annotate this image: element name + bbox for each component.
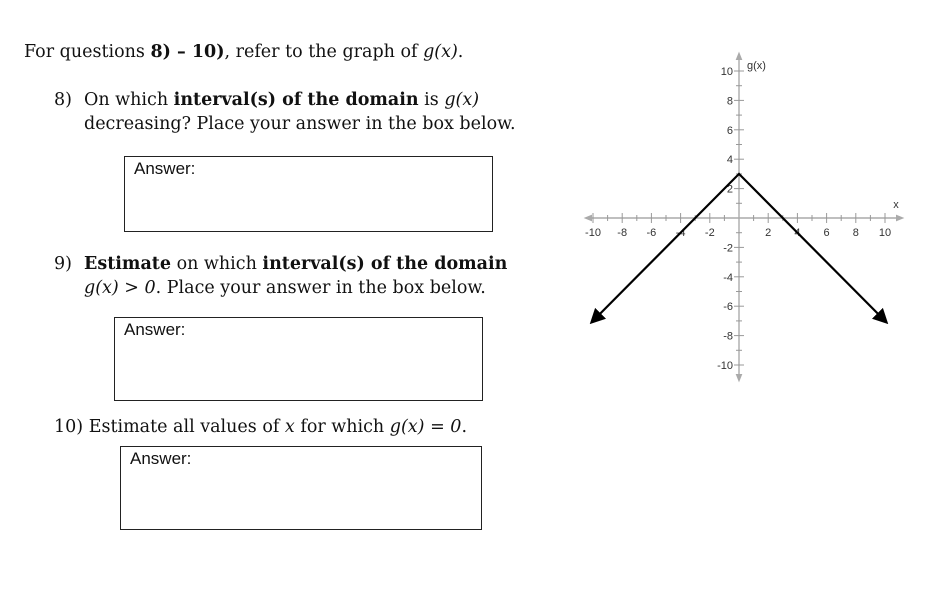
y-tick-label: 2: [726, 183, 733, 196]
y-tick-label: -6: [723, 301, 733, 314]
answer-label: Answer:: [130, 449, 192, 468]
y-tick-label: 6: [726, 124, 733, 137]
x-tick-label: -4: [675, 227, 686, 239]
question-number: 9): [54, 254, 72, 274]
answer-box-8[interactable]: [124, 156, 493, 232]
x-tick-label: 8: [852, 227, 859, 239]
answer-box-9[interactable]: [114, 317, 483, 401]
x-tick-label: -2: [704, 227, 715, 239]
x-tick-label: -10: [585, 227, 601, 239]
question-text-line-1: On which interval(s) of the domain is g(x): [84, 90, 480, 110]
x-tick-label: 4: [794, 227, 801, 239]
x-tick-label: 2: [765, 227, 772, 239]
question-number: 8): [54, 90, 72, 110]
x-tick-label: -6: [646, 227, 657, 239]
x-axis-label: x: [893, 199, 899, 211]
y-tick-label: -8: [723, 330, 733, 343]
x-tick-label: 6: [823, 227, 830, 239]
answer-box-10[interactable]: [120, 446, 482, 530]
question-number: 10): [54, 417, 84, 437]
answer-label: Answer:: [134, 159, 196, 178]
x-tick-label: 10: [878, 227, 892, 239]
graph-of-g: [560, 40, 920, 390]
y-tick-label: 4: [726, 154, 733, 167]
axes: [587, 55, 901, 379]
tick-labels: [585, 60, 899, 372]
y-tick-label: -2: [723, 242, 733, 255]
y-axis-label: g(x): [747, 60, 766, 72]
y-tick-label: -4: [723, 271, 733, 284]
y-tick-label: 10: [720, 66, 733, 78]
y-tick-label: 8: [726, 95, 733, 108]
question-text: Estimate all values of x for which g(x) = 0.: [88, 417, 468, 437]
intro-text: For questions 8) – 10), refer to the graph of g(x).: [24, 42, 464, 62]
question-text-line-1: Estimate on which interval(s) of the domain: [84, 254, 508, 274]
y-tick-label: -10: [717, 360, 733, 372]
answer-label: Answer:: [124, 320, 186, 339]
question-10: [54, 417, 467, 437]
x-tick-label: -8: [617, 227, 628, 239]
question-text-line-2: g(x) > 0. Place your answer in the box below.: [84, 278, 486, 298]
question-text-line-2: decreasing? Place your answer in the box below.: [84, 114, 516, 134]
